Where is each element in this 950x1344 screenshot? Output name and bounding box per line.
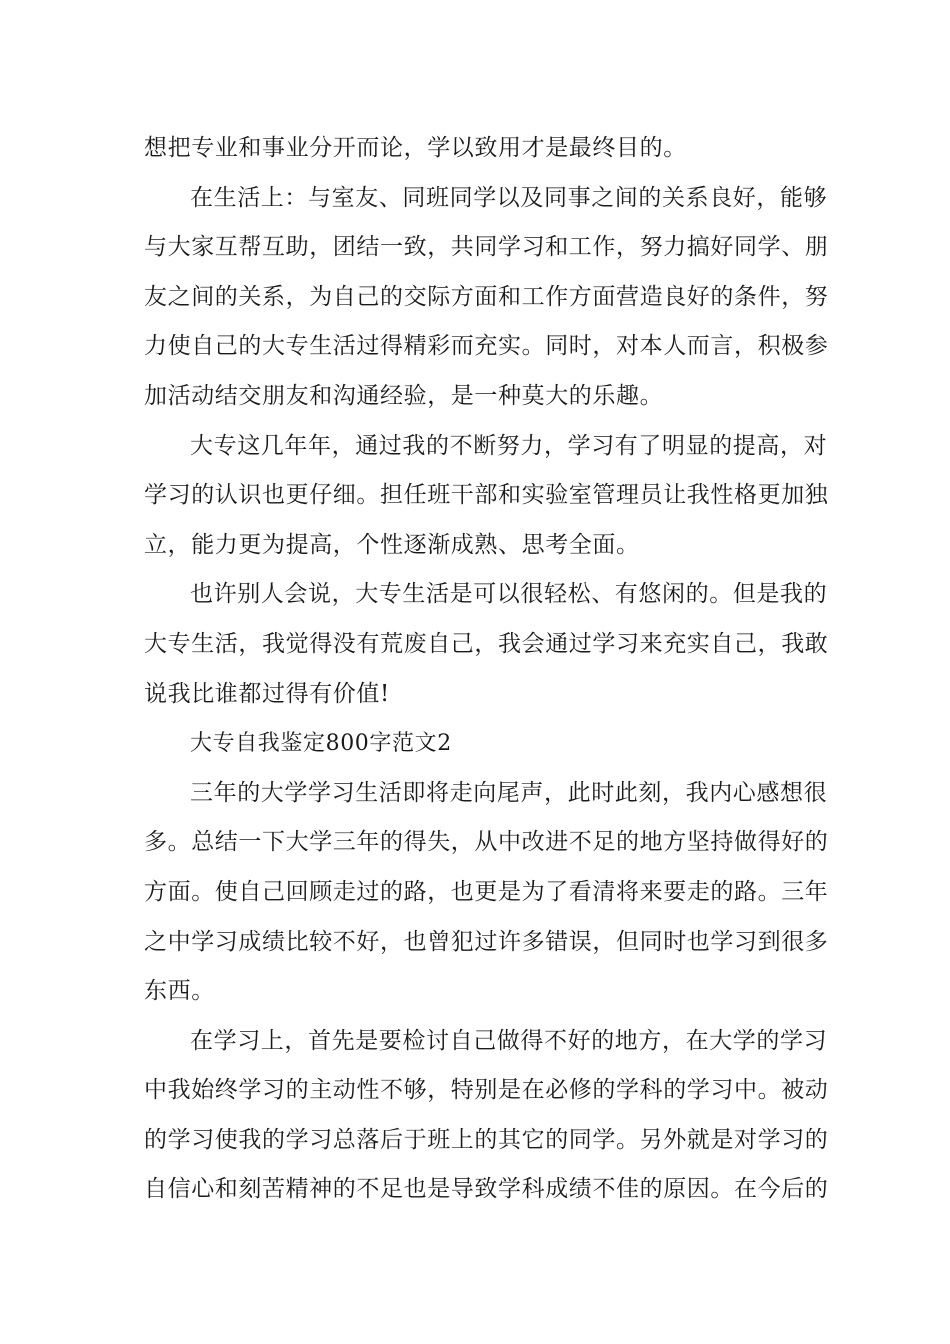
document-page: [144, 124, 829, 1215]
text-line: 方面。使自己回顾走过的路，也更是为了看清将来要走的路。三年: [144, 878, 829, 905]
text-line: 在生活上：与室友、同班同学以及同事之间的关系良好，能够: [190, 184, 828, 211]
paragraph: [144, 422, 829, 571]
text-line: 在学习上，首先是要检讨自己做得不好的地方，在大学的学习: [190, 1027, 828, 1054]
text-line: 大专这几年年，通过我的不断努力，学习有了明显的提高，对: [190, 432, 828, 459]
text-line: 也许别人会说，大专生活是可以很轻松、有悠闲的。但是我的: [190, 581, 828, 608]
paragraph: [144, 570, 829, 719]
text-line: 东西。: [144, 978, 215, 1005]
text-line: 之中学习成绩比较不好，也曾犯过许多错误，但同时也学习到很多: [144, 928, 829, 955]
paragraph: [144, 1017, 829, 1215]
paragraph: [144, 124, 808, 174]
paragraph: [144, 174, 829, 422]
heading-text: 大专自我鉴定800字范文2: [190, 731, 452, 757]
text-line: 友之间的关系，为自己的交际方面和工作方面营造良好的条件，努: [144, 283, 829, 310]
text-line: 大专生活，我觉得没有荒废自己，我会通过学习来充实自己，我敢: [144, 630, 829, 657]
text-line: 三年的大学学习生活即将走向尾声，此时此刻，我内心感想很: [190, 779, 828, 806]
text-line: 自信心和刻苦精神的不足也是导致学科成绩不佳的原因。在今后的: [144, 1176, 829, 1203]
text-line: 说我比谁都过得有价值!: [144, 680, 390, 707]
paragraph: [144, 769, 829, 1017]
text-line: 想把专业和事业分开而论，学以致用才是最终目的。: [144, 135, 687, 161]
text-line: 学习的认识也更仔细。担任班干部和实验室管理员让我性格更加独: [144, 482, 829, 509]
text-line: 的学习使我的学习总落后于班上的其它的同学。另外就是对学习的: [144, 1126, 829, 1153]
text-line: 立，能力更为提高，个性逐渐成熟、思考全面。: [144, 531, 640, 558]
text-line: 多。总结一下大学三年的得失，从中改进不足的地方坚持做得好的: [144, 829, 829, 856]
text-line: 与大家互帮互助，团结一致，共同学习和工作，努力搞好同学、朋: [144, 234, 829, 261]
text-line: 中我始终学习的主动性不够，特别是在必修的学科的学习中。被动: [144, 1077, 829, 1104]
text-line: 加活动结交朋友和沟通经验，是一种莫大的乐趣。: [144, 382, 664, 409]
section-heading: [144, 719, 808, 769]
text-line: 力使自己的大专生活过得精彩而充实。同时，对本人而言，积极参: [144, 333, 829, 360]
